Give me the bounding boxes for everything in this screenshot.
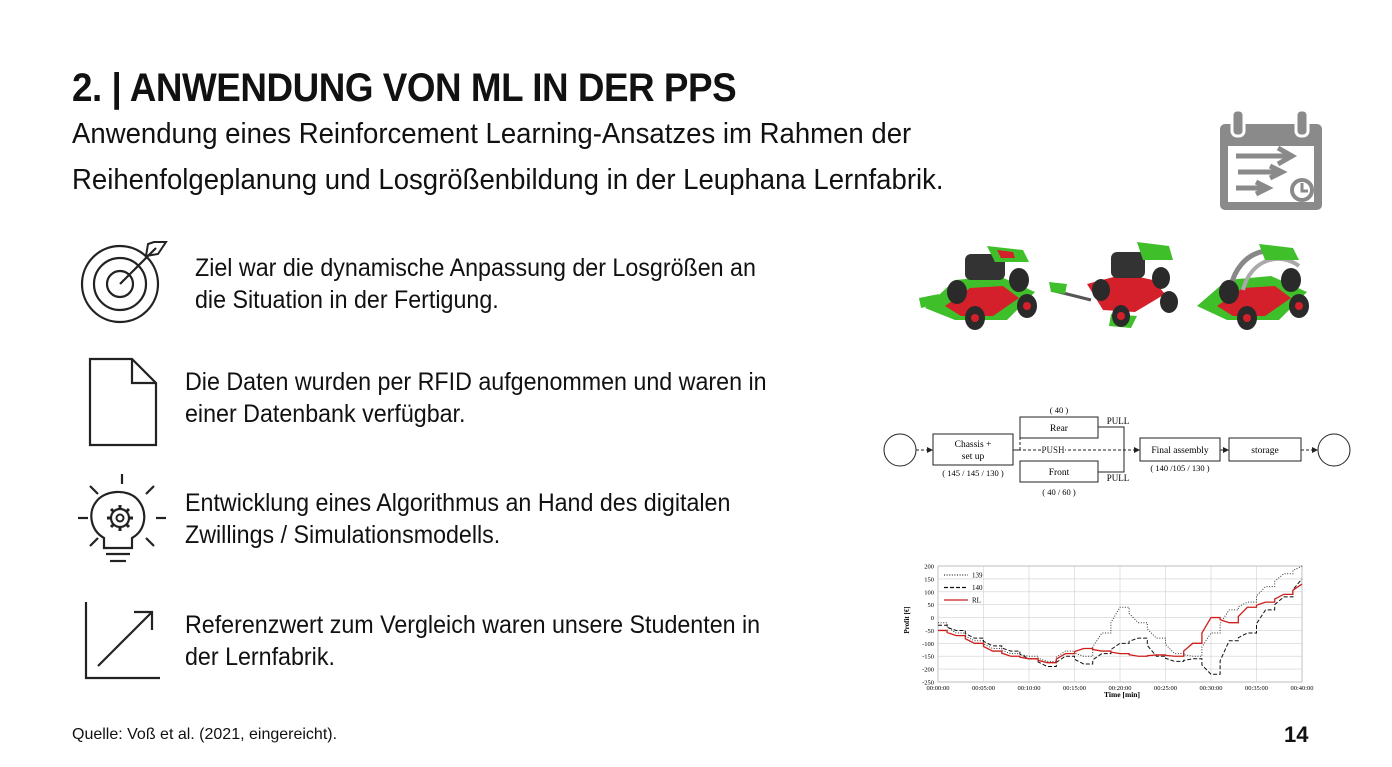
slide-subtitle-line1: Anwendung eines Reinforcement Learning-Ansatzes im Rahmen der: [72, 118, 912, 150]
chart-y-tick-label: 50: [927, 602, 934, 610]
chart-x-tick-label: 00:30:00: [1199, 685, 1223, 692]
chassis-values: ( 145 / 145 / 130 ): [942, 468, 1004, 478]
bullet-3-line2: Zwillings / Simulationsmodells.: [185, 521, 501, 549]
chart-y-tick-label: 0: [930, 615, 934, 623]
chart-y-tick-label: -50: [925, 627, 934, 635]
legend-label-139: 139: [972, 571, 983, 580]
chart-y-tick-label: -250: [922, 679, 934, 687]
chart-x-tick-label: 00:10:00: [1017, 685, 1041, 692]
source-node: [884, 434, 916, 466]
bullet-4-line1: Referenzwert zum Vergleich waren unsere Studenten in: [185, 611, 761, 639]
chart-y-tick-label: -150: [922, 653, 934, 661]
chart-x-tick-label: 00:00:00: [926, 685, 950, 692]
legend-label-rl: RL: [972, 596, 981, 605]
chart-x-tick-label: 00:20:00: [1108, 685, 1132, 692]
go-kart-1: [919, 246, 1037, 330]
source-citation: Quelle: Voß et al. (2021, eingereicht).: [72, 726, 338, 743]
bullet-1-line2: die Situation in der Fertigung.: [195, 286, 499, 314]
target-icon: [78, 236, 170, 328]
bullet-2-line1: Die Daten wurden per RFID aufgenommen und waren in: [185, 368, 767, 396]
go-kart-models-image: [915, 236, 1315, 332]
chart-y-tick-label: 150: [924, 576, 934, 584]
legend-label-140: 140: [972, 584, 983, 592]
front-label: Front: [1048, 468, 1070, 478]
rear-label: Rear: [1050, 424, 1068, 434]
push-label: PUSH: [1041, 445, 1065, 455]
go-kart-2: [1049, 242, 1178, 328]
calendar-schedule-icon: [1216, 110, 1326, 214]
final-assembly-values: ( 140 /105 / 130 ): [1150, 463, 1210, 473]
bullet-text-3: [185, 487, 730, 551]
page-number: 14: [1284, 722, 1309, 747]
pull-top-label: PULL: [1106, 416, 1130, 426]
chassis-label-1: Chassis +: [954, 440, 992, 450]
document-icon: [86, 355, 160, 449]
chart-y-tick-label: -100: [922, 640, 934, 648]
front-value: ( 40 / 60 ): [1042, 487, 1076, 497]
bullet-2-line2: einer Datenbank verfügbar.: [185, 400, 466, 428]
chart-x-tick-label: 00:40:00: [1290, 685, 1314, 692]
go-kart-3: [1197, 244, 1309, 330]
bullet-text-2: [185, 366, 767, 430]
process-flow-diagram: [880, 400, 1356, 502]
chart-x-tick-label: 00:05:00: [971, 685, 996, 692]
chassis-label-2: set up: [961, 452, 985, 462]
chart-x-tick-label: 00:35:00: [1244, 685, 1269, 692]
chart-x-axis-label: Time [min]: [1104, 690, 1140, 699]
storage-label: storage: [1251, 446, 1279, 456]
rear-value: ( 40 ): [1049, 405, 1069, 415]
bullet-1-line1: Ziel war die dynamische Anpassung der Losgrößen an: [195, 254, 756, 282]
pull-bottom-label: PULL: [1106, 473, 1130, 483]
lightbulb-gear-icon: [76, 472, 168, 570]
bullet-text-1: [195, 252, 756, 316]
final-assembly-label: Final assembly: [1151, 446, 1209, 456]
profit-line-chart: [896, 558, 1316, 702]
chart-y-tick-label: 100: [924, 589, 934, 597]
chart-y-tick-label: 200: [924, 563, 934, 571]
growth-arrow-icon: [82, 600, 164, 682]
bullet-text-4: [185, 609, 760, 673]
chart-x-tick-label: 00:15:00: [1062, 685, 1087, 692]
bullet-4-line2: der Lernfabrik.: [185, 643, 335, 671]
slide-title: 2. | ANWENDUNG VON ML IN DER PPS: [72, 66, 737, 110]
chart-y-axis-label: Profit [€]: [903, 606, 911, 634]
chart-x-tick-label: 00:25:00: [1153, 685, 1178, 692]
slide-subtitle-line2: Reihenfolgeplanung und Losgrößenbildung in der Leuphana Lernfabrik.: [72, 164, 944, 196]
bullet-3-line1: Entwicklung eines Algorithmus an Hand des digitalen: [185, 489, 731, 517]
chart-y-tick-label: -200: [922, 666, 934, 674]
sink-node: [1318, 434, 1350, 466]
